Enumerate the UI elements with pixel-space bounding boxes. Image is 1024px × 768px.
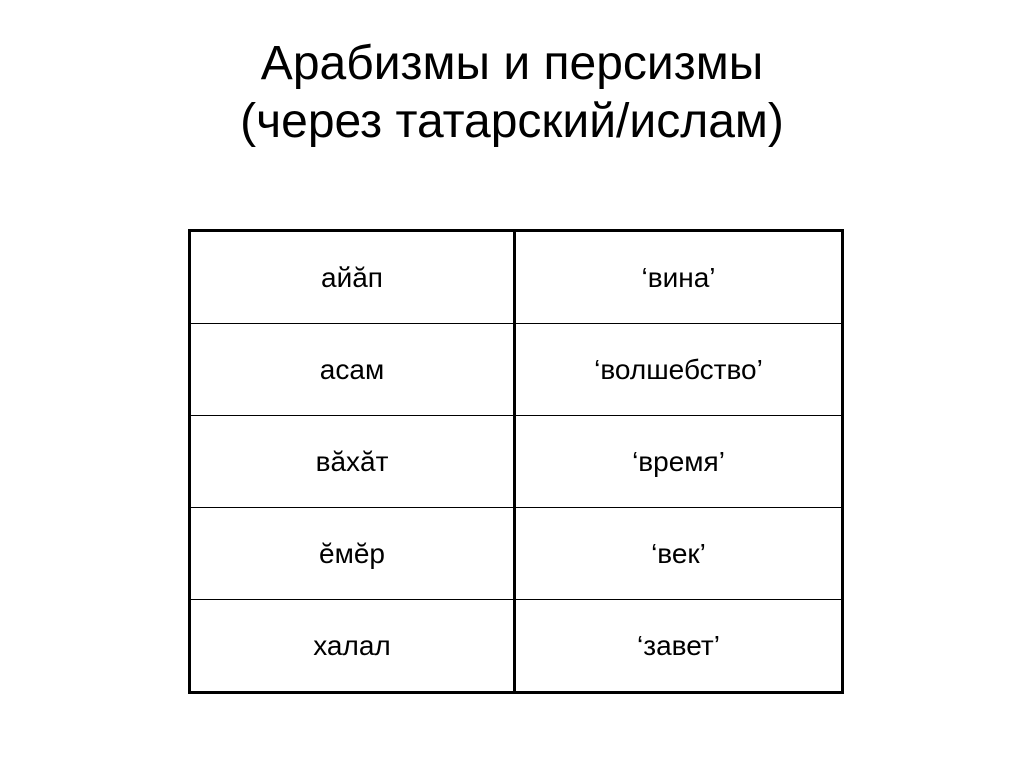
table-row — [190, 600, 843, 693]
table-row — [190, 324, 843, 416]
slide-title — [0, 35, 1024, 151]
meaning-cell: ‘волшебство’ — [515, 324, 843, 416]
table-row — [190, 231, 843, 324]
loanword-cell: вăхăт — [190, 416, 515, 508]
loanword-cell: халал — [190, 600, 515, 693]
slide-title-line-2: (через татарский/ислам) — [240, 95, 784, 148]
meaning-cell: ‘вина’ — [515, 231, 843, 324]
loanword-table — [188, 229, 844, 694]
loanword-cell: ĕмĕр — [190, 508, 515, 600]
meaning-cell: ‘время’ — [515, 416, 843, 508]
table-row — [190, 508, 843, 600]
table-row — [190, 416, 843, 508]
meaning-cell: ‘век’ — [515, 508, 843, 600]
slide-title-line-1: Арабизмы и персизмы — [260, 37, 764, 90]
loanword-cell: айăп — [190, 231, 515, 324]
loanword-cell: асам — [190, 324, 515, 416]
meaning-cell: ‘завет’ — [515, 600, 843, 693]
